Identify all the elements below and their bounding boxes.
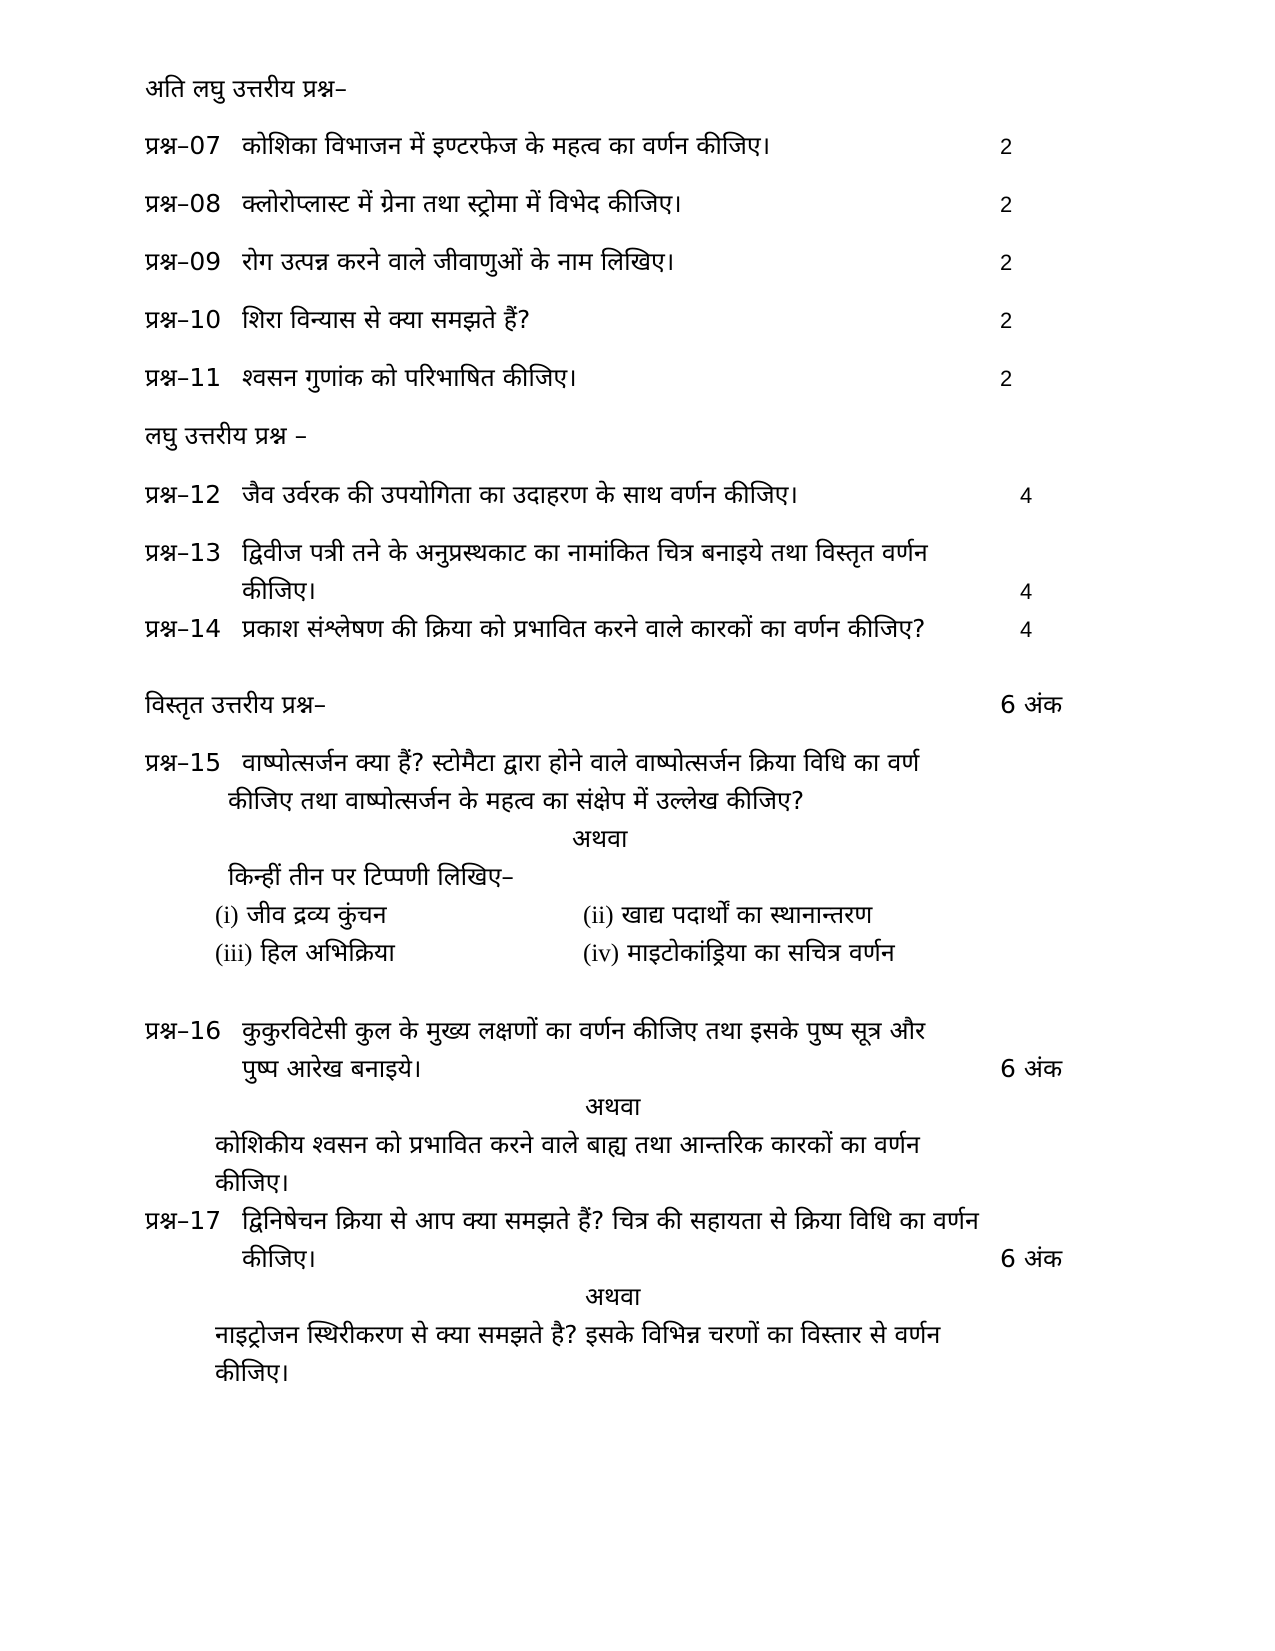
question-text: क्लोरोप्लास्ट में ग्रेना तथा स्ट्रोमा में विभेद कीजिए। [242, 189, 682, 218]
note-item [583, 940, 895, 966]
note-item [215, 902, 387, 928]
question-marks: 4 [1020, 617, 1033, 642]
question-marks: 4 [1020, 483, 1033, 508]
note-number: (ii) [583, 902, 614, 929]
question-text: कोशिका विभाजन में इण्टरफेज के महत्व का वर्णन कीजिए। [242, 131, 771, 160]
question-marks: 2 [1000, 308, 1013, 333]
question-marks: 6 अंक [1000, 1244, 1063, 1273]
section-heading-very-short: अति लघु उत्तरीय प्रश्न– [145, 74, 347, 103]
note-instruction: किन्हीं तीन पर टिप्पणी लिखिए– [228, 862, 514, 891]
or-divider: अथवा [572, 824, 628, 853]
question-text-line1: कुकुरविटेसी कुल के मुख्य लक्षणों का वर्णन कीजिए तथा इसके पुष्प सूत्र और [242, 1016, 926, 1045]
section-heading-long: विस्तृत उत्तरीय प्रश्न– [145, 690, 327, 719]
note-number: (iii) [215, 940, 253, 967]
question-label: प्रश्न–12 [145, 480, 222, 509]
alternative-text-line2: कीजिए। [215, 1168, 290, 1197]
note-number: (i) [215, 902, 239, 929]
question-label: प्रश्न–09 [145, 247, 222, 276]
question-marks: 6 अंक [1000, 1054, 1063, 1083]
question-label: प्रश्न–13 [145, 538, 222, 567]
question-text-line1: द्विवीज पत्री तने के अनुप्रस्थकाट का नामांकित चित्र बनाइये तथा विस्तृत वर्णन [242, 538, 928, 567]
question-label: प्रश्न–10 [145, 305, 222, 334]
section-marks: 6 अंक [1000, 690, 1063, 719]
question-label: प्रश्न–08 [145, 189, 222, 218]
question-label: प्रश्न–11 [145, 363, 222, 392]
question-text: रोग उत्पन्न करने वाले जीवाणुओं के नाम लिखिए। [242, 247, 675, 276]
question-label: प्रश्न–15 [145, 748, 222, 777]
alternative-text-line2: कीजिए। [215, 1358, 290, 1387]
note-item [215, 940, 395, 966]
question-marks: 2 [1000, 192, 1013, 217]
question-marks: 4 [1020, 579, 1033, 604]
question-text-line2: कीजिए। [242, 576, 317, 605]
question-text: जैव उर्वरक की उपयोगिता का उदाहरण के साथ वर्णन कीजिए। [242, 480, 798, 509]
alternative-text-line1: नाइट्रोजन स्थिरीकरण से क्या समझते है? इसके विभिन्न चरणों का विस्तार से वर्णन [215, 1320, 941, 1349]
question-label: प्रश्न–16 [145, 1016, 222, 1045]
note-item [583, 902, 872, 928]
question-label: प्रश्न–14 [145, 614, 222, 643]
section-heading-short: लघु उत्तरीय प्रश्न – [145, 421, 308, 450]
alternative-text-line1: कोशिकीय श्वसन को प्रभावित करने वाले बाह्य तथा आन्तरिक कारकों का वर्णन [215, 1130, 920, 1159]
question-marks: 2 [1000, 250, 1013, 275]
question-marks: 2 [1000, 366, 1013, 391]
question-text: प्रकाश संश्लेषण की क्रिया को प्रभावित करने वाले कारकों का वर्णन कीजिए? [242, 614, 926, 643]
question-label: प्रश्न–17 [145, 1206, 222, 1235]
note-text: खाद्य पदार्थों का स्थानान्तरण [621, 900, 873, 929]
question-text-line2: कीजिए। [242, 1244, 317, 1273]
question-marks: 2 [1000, 134, 1013, 159]
or-divider: अथवा [585, 1282, 641, 1311]
question-text: श्वसन गुणांक को परिभाषित कीजिए। [242, 363, 577, 392]
question-text: शिरा विन्यास से क्या समझते हैं? [242, 305, 531, 334]
question-label: प्रश्न–07 [145, 131, 222, 160]
note-text: हिल अभिक्रिया [260, 938, 395, 967]
question-text-line2: कीजिए तथा वाष्पोत्सर्जन के महत्व का संक्षेप में उल्लेख कीजिए? [228, 786, 805, 815]
note-number: (iv) [583, 940, 620, 967]
note-text: जीव द्रव्य कुंचन [246, 900, 387, 929]
question-text-line1: वाष्पोत्सर्जन क्या हैं? स्टोमैटा द्वारा होने वाले वाष्पोत्सर्जन क्रिया विधि का वर्ण [242, 748, 920, 777]
note-text: माइटोकांड्रिया का सचित्र वर्णन [627, 938, 895, 967]
question-text-line2: पुष्प आरेख बनाइये। [242, 1054, 422, 1083]
question-text-line1: द्विनिषेचन क्रिया से आप क्या समझते हैं? चित्र की सहायता से क्रिया विधि का वर्णन [242, 1206, 979, 1235]
or-divider: अथवा [585, 1092, 641, 1121]
